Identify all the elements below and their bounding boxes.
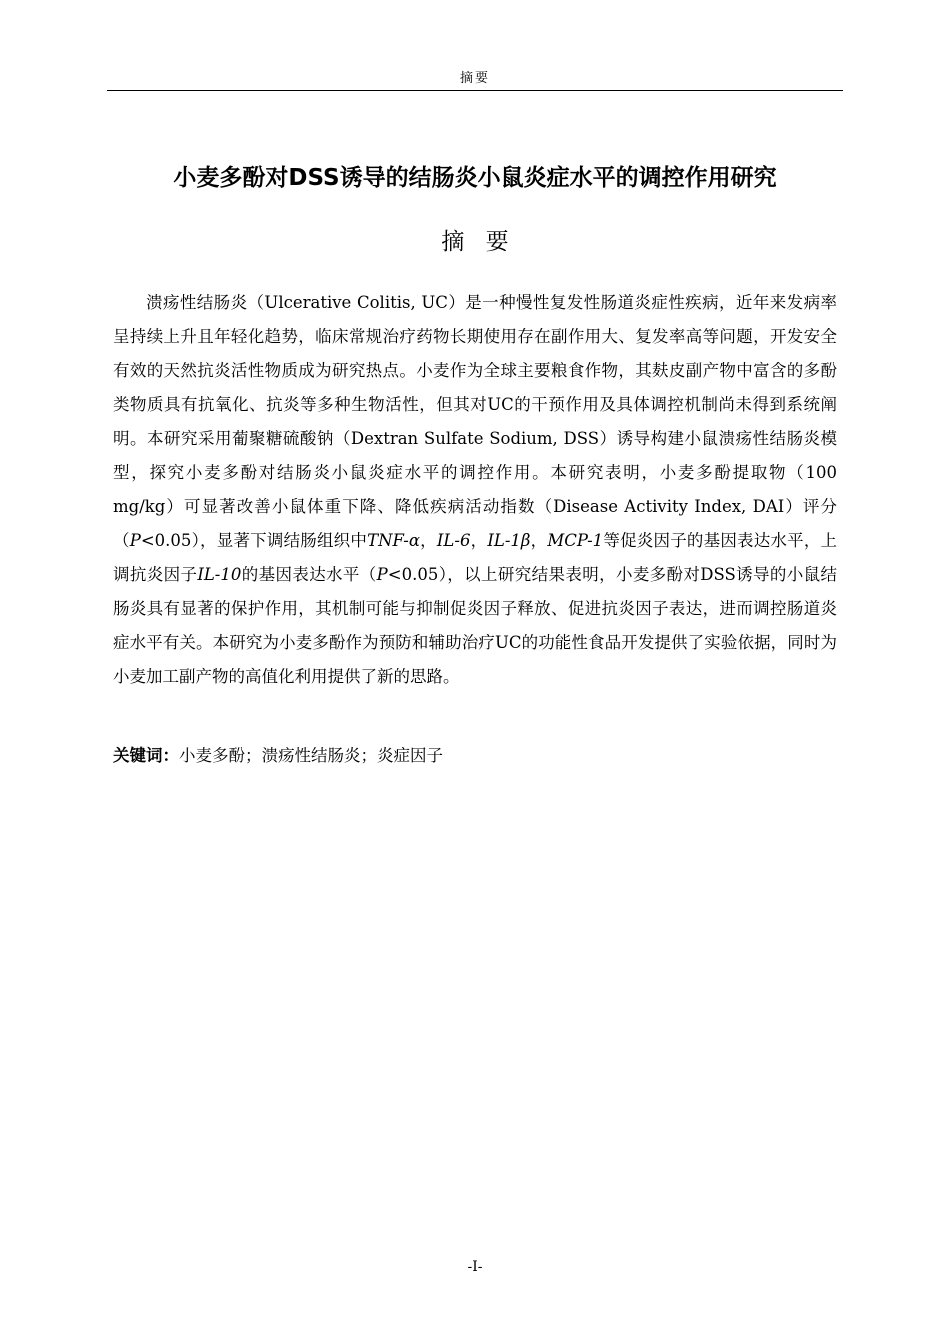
gene-name: IL-1β bbox=[487, 531, 531, 550]
abstract-text-segment: 的基因表达水平（ bbox=[241, 565, 377, 584]
paper-title: 小麦多酚对DSS诱导的结肠炎小鼠炎症水平的调控作用研究 bbox=[173, 165, 777, 191]
abstract-text-segment: <0.05），显著下调结肠组织中 bbox=[140, 531, 368, 550]
abstract-text-segment: 溃疡性结肠炎（Ulcerative Colitis, UC）是一种慢性复发性肠道炎症性疾病，近年来发病率呈持续上升且年轻化趋势，临床常规治疗药物长期使用存在副作用大、复发率高等问题，开发安全有效的天然抗炎活性物质成为研究热点。小麦作为全球主要粮食作物，其麸皮副产物中富含的多酚类物质具有抗氧化、抗炎等多种生物活性，但其对UC的干预作用及具体调控机制尚未得到系统阐明。本研究采用葡聚糖硫酸钠（Dextran Sulfate Sodium, DSS）诱导构建小鼠溃疡性结肠炎模型，探究小麦多酚对结肠炎小鼠炎症水平的调控作用。本研究表明，小麦多酚提取物（100 mg/kg）可显著改善小鼠体重下降、降低疾病活动指数（Disease Activity Index, DAI）评分（ bbox=[113, 293, 837, 550]
p-value-symbol: P bbox=[376, 565, 388, 584]
abstract-text-segment: 等促炎因子的基因表达水平，上调抗炎因子 bbox=[113, 531, 838, 584]
running-header: 摘要 bbox=[459, 71, 490, 86]
gene-name: IL-6 bbox=[436, 531, 471, 550]
separator: ， bbox=[419, 531, 437, 550]
keywords-label: 关键词： bbox=[113, 746, 179, 765]
abstract-body bbox=[113, 286, 837, 694]
separator: ， bbox=[470, 531, 488, 550]
abstract-text-segment: <0.05），以上研究结果表明，小麦多酚对DSS诱导的小鼠结肠炎具有显著的保护作用，其机制可能与抑制促炎因子释放、促进抗炎因子表达，进而调控肠道炎症水平有关。本研究为小麦多酚作为预防和辅助治疗UC的功能性食品开发提供了实验依据，同时为小麦加工副产物的高值化利用提供了新的思路。 bbox=[113, 565, 838, 686]
keywords-values: 小麦多酚；溃疡性结肠炎；炎症因子 bbox=[179, 746, 443, 765]
separator: ， bbox=[530, 531, 548, 550]
gene-name: IL-10 bbox=[197, 565, 242, 584]
page-number: -I- bbox=[467, 1259, 483, 1275]
gene-name: MCP-1 bbox=[547, 531, 604, 550]
gene-name: TNF-α bbox=[367, 531, 420, 550]
p-value-symbol: P bbox=[129, 531, 141, 550]
abstract-heading: 摘 要 bbox=[441, 229, 509, 255]
abstract-paragraph bbox=[113, 286, 837, 694]
keywords-line bbox=[113, 741, 837, 771]
header-rule bbox=[107, 90, 843, 91]
